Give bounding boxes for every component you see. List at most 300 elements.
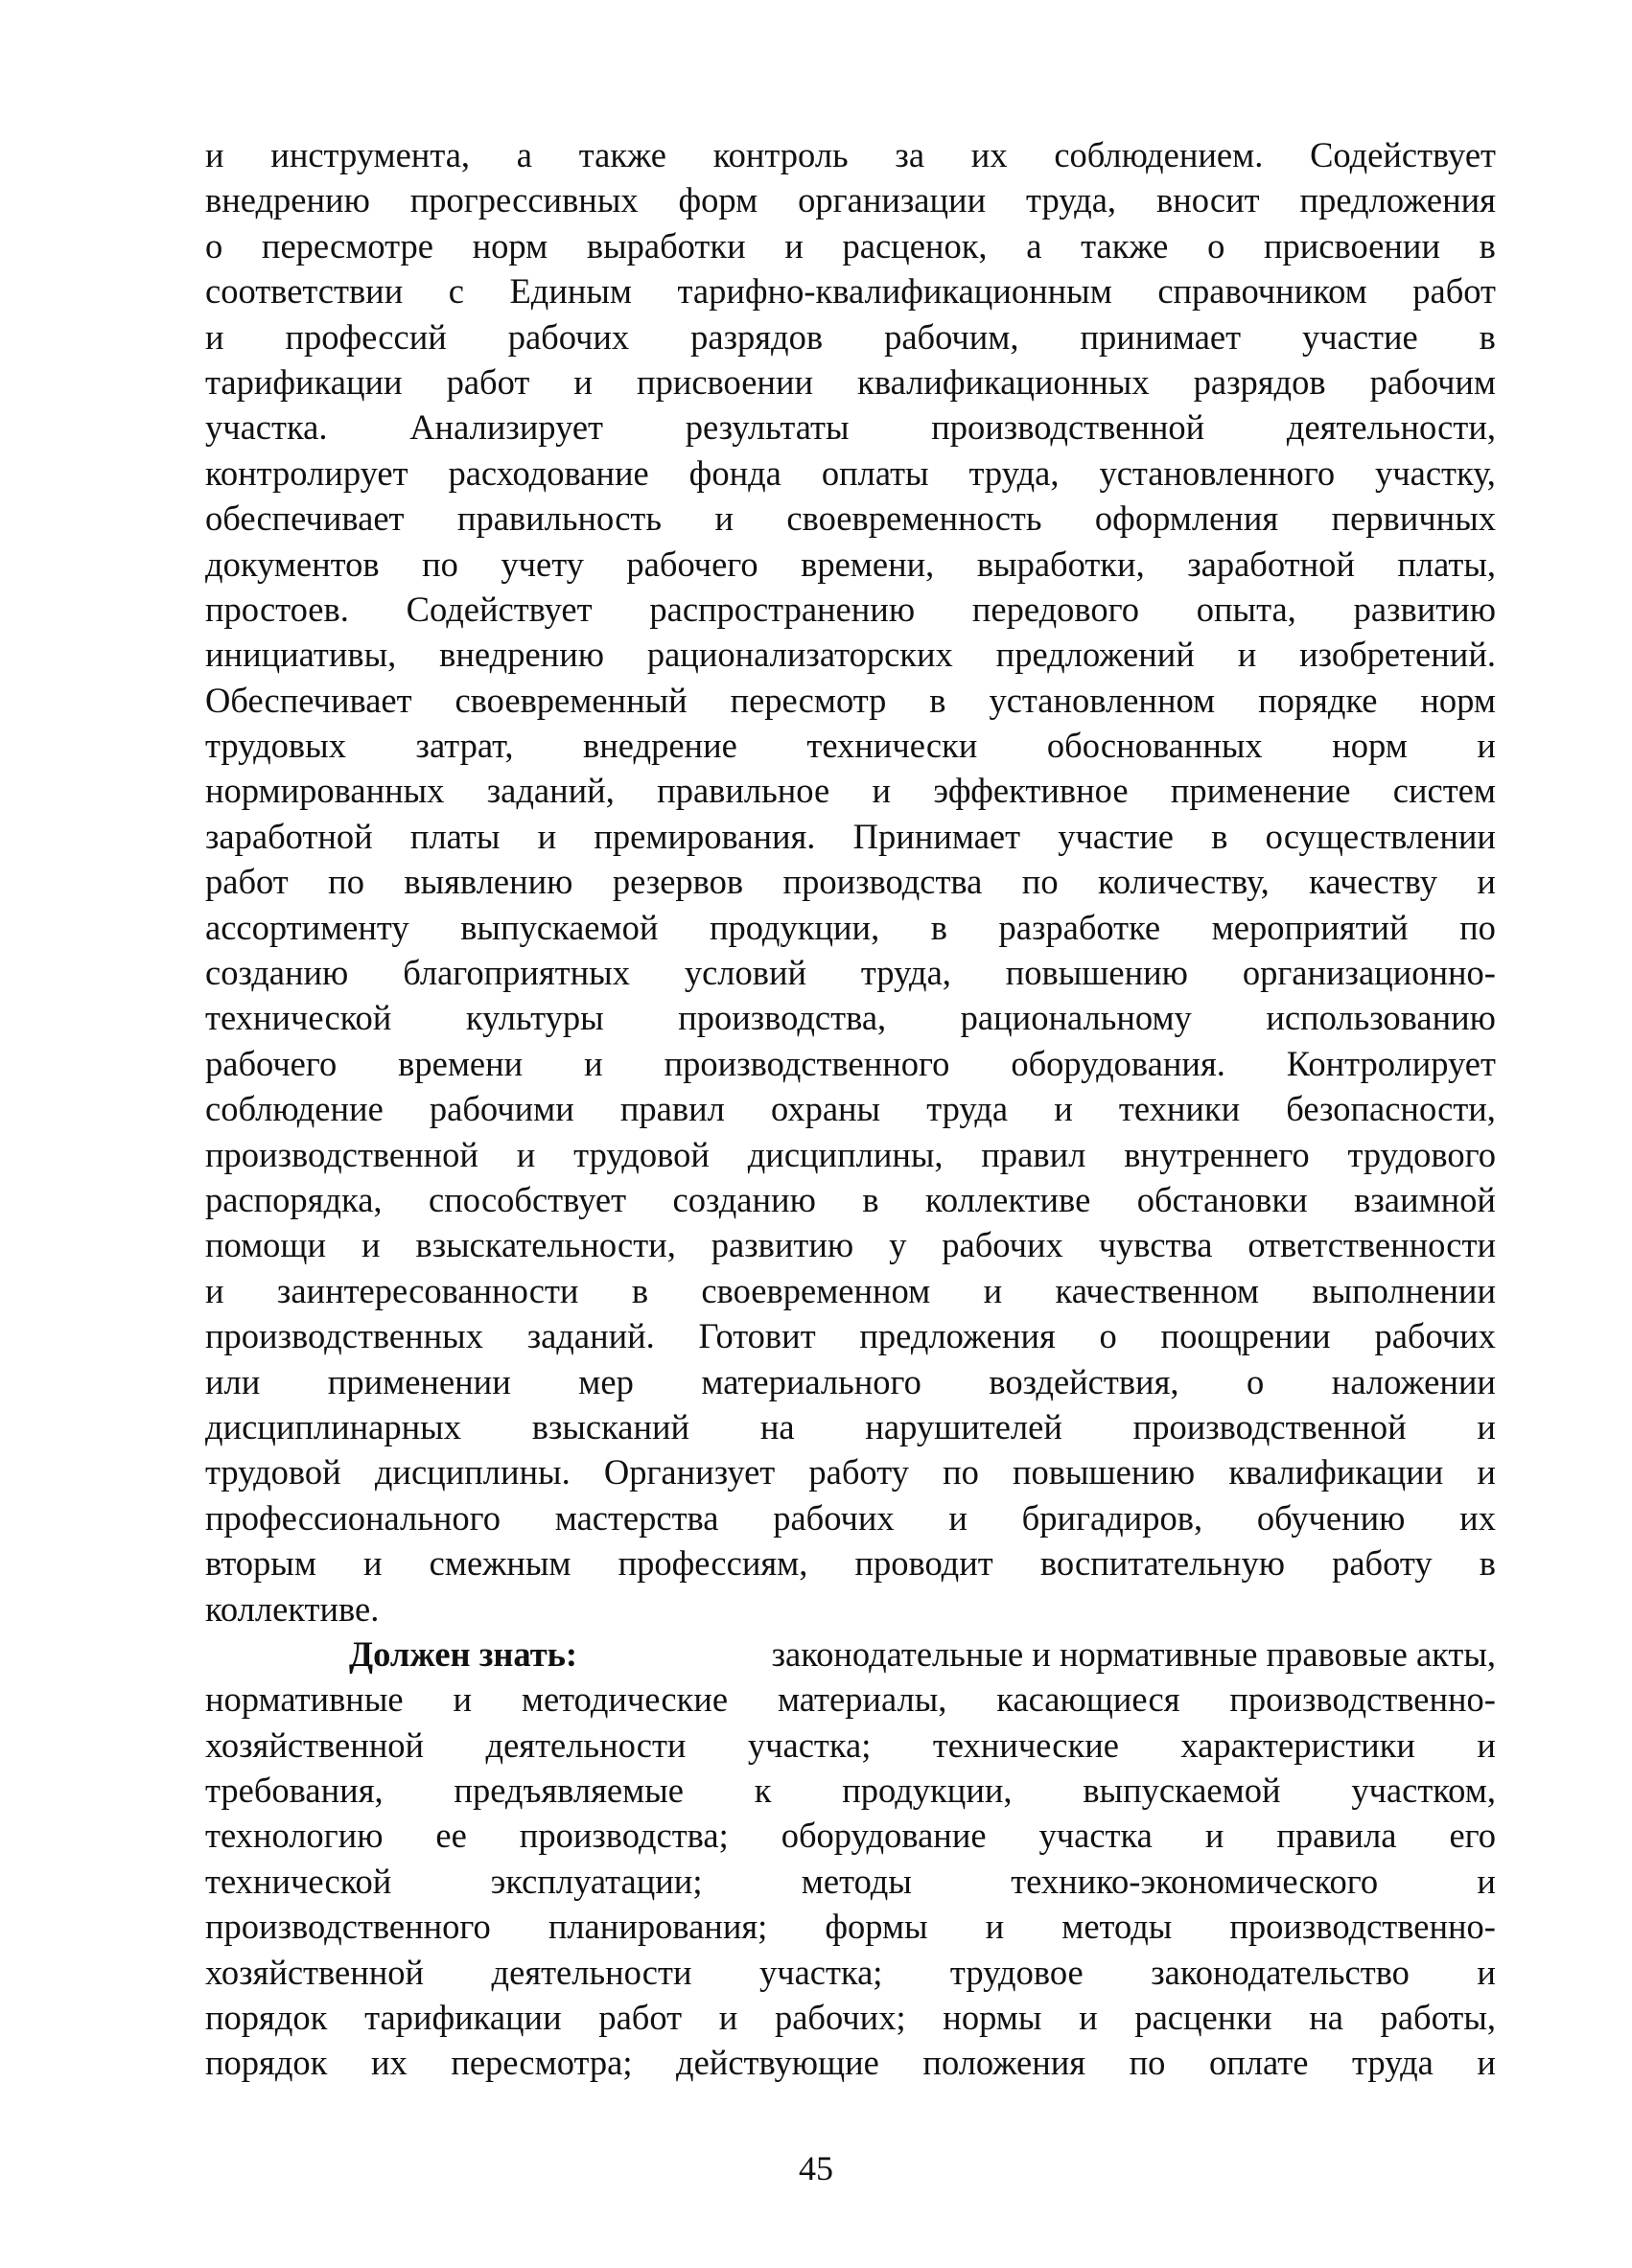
word: деятельности — [491, 1952, 692, 1992]
word: техники — [1118, 1089, 1241, 1129]
text-line — [205, 359, 1496, 405]
text-line — [205, 177, 1496, 222]
word: Содействует — [1310, 135, 1496, 174]
word: ассортименту — [205, 907, 409, 947]
text-line — [205, 1632, 1496, 1677]
word: платы, — [1397, 544, 1496, 584]
word: рабочего — [205, 1043, 338, 1083]
word: выпускаемой — [460, 907, 659, 947]
word: разрядов — [690, 316, 824, 357]
word: и — [1477, 2043, 1496, 2083]
word: правильность — [456, 498, 663, 539]
word: количеству, — [1098, 862, 1270, 902]
word: по — [422, 544, 458, 584]
word: воспитательную — [1039, 1543, 1285, 1584]
word: смежным — [429, 1543, 571, 1584]
text-line — [205, 1813, 1496, 1858]
word: разрядов — [1193, 361, 1326, 402]
word: присвоении — [1263, 225, 1440, 266]
word: работу — [1332, 1543, 1433, 1584]
word: и — [361, 1225, 381, 1265]
must-know-first-line: законодательные и нормативные правовые акты, — [771, 1633, 1496, 1674]
word: и — [1477, 1452, 1496, 1493]
word: и — [363, 1543, 383, 1584]
word: воздействия, — [989, 1361, 1179, 1401]
word: производственной — [1132, 1406, 1407, 1446]
word: производственного — [205, 1907, 491, 1947]
text-line — [205, 223, 1496, 268]
word: труда, — [1026, 180, 1117, 220]
text-line — [205, 1586, 1496, 1632]
word: рабочего — [626, 544, 758, 584]
word: нарушителей — [865, 1406, 1062, 1446]
word: применение — [1170, 771, 1351, 811]
text-line — [205, 542, 1496, 587]
word: мероприятий — [1211, 907, 1409, 947]
word: и — [1054, 1089, 1073, 1129]
word: взыскательности, — [415, 1225, 676, 1265]
word: выработки — [586, 225, 746, 266]
word: предложения — [859, 1316, 1056, 1356]
text-line — [205, 132, 1496, 177]
word: заработной — [205, 816, 373, 856]
word: рабочих; — [774, 1998, 906, 2038]
word: планирования; — [548, 1907, 768, 1947]
word: распространению — [649, 589, 916, 629]
word: Готовит — [698, 1316, 816, 1356]
word: предложения — [1299, 180, 1496, 220]
word: обучению — [1256, 1497, 1406, 1538]
word: заинтересованности — [276, 1270, 579, 1310]
word: безопасности, — [1286, 1089, 1496, 1129]
word: мер — [578, 1361, 634, 1401]
word: норм — [1420, 680, 1496, 720]
word: квалификации — [1228, 1452, 1444, 1493]
word: ответственности — [1247, 1225, 1496, 1265]
text-line — [205, 1449, 1496, 1494]
word: присвоении — [637, 361, 814, 402]
word: трудовой — [205, 1452, 341, 1493]
word: развитию — [1353, 589, 1496, 629]
word: работ — [598, 1998, 683, 2038]
word: вносит — [1155, 180, 1260, 220]
word: применении — [327, 1361, 511, 1401]
word: в — [929, 680, 946, 720]
word: участку, — [1375, 452, 1496, 493]
word: по — [943, 1452, 979, 1493]
word: и — [1079, 1998, 1098, 2038]
word: эксплуатации; — [490, 1861, 703, 1901]
word: систем — [1392, 771, 1496, 811]
word: деятельности — [485, 1724, 687, 1765]
word: работы, — [1380, 1998, 1496, 2038]
word: внедрению — [205, 180, 370, 220]
word: и — [453, 1679, 472, 1720]
word: и — [872, 771, 892, 811]
word: квалификационных — [857, 361, 1150, 402]
word: и — [1477, 1952, 1496, 1992]
word: работ — [446, 361, 530, 402]
word: качественном — [1055, 1270, 1259, 1310]
word: оплаты — [821, 452, 929, 493]
word: времени, — [801, 544, 935, 584]
text-line — [205, 1404, 1496, 1449]
word: своевременный — [455, 680, 688, 720]
word: тарификации — [205, 361, 403, 402]
word: порядок — [205, 1998, 328, 2038]
word: в — [631, 1270, 649, 1310]
word: в — [862, 1179, 879, 1219]
word: материалы, — [777, 1679, 947, 1720]
word: осуществлении — [1265, 816, 1496, 856]
word: производственной — [931, 407, 1205, 448]
word: пересмотре — [261, 225, 433, 266]
word: предъявляемые — [454, 1770, 684, 1811]
word: хозяйственной — [205, 1952, 425, 1992]
word: резервов — [612, 862, 744, 902]
word: рабочим, — [884, 316, 1019, 357]
word: распорядка, — [205, 1179, 383, 1219]
word: дисциплины. — [374, 1452, 571, 1493]
word: на — [759, 1406, 795, 1446]
word: рабочих — [773, 1497, 895, 1538]
word: рабочими — [429, 1089, 574, 1129]
word: повышению — [1013, 1452, 1196, 1493]
word: труда, — [968, 452, 1060, 493]
word: работ — [1412, 271, 1496, 312]
text-line — [205, 1086, 1496, 1131]
word: производственно- — [1229, 1679, 1496, 1720]
text-body — [205, 132, 1496, 2086]
word: нормы — [943, 1998, 1042, 2038]
word: пересмотр — [730, 680, 887, 720]
word: трудовое — [949, 1952, 1084, 1992]
word: Принимает — [852, 816, 1021, 856]
word: обстановки — [1136, 1179, 1308, 1219]
word: по — [328, 862, 364, 902]
word: соблюдение — [205, 1089, 384, 1129]
word: о — [1207, 225, 1225, 266]
word: о — [1099, 1316, 1117, 1356]
word: расходование — [448, 452, 649, 493]
word: соблюдением. — [1054, 135, 1264, 174]
word: оплате — [1208, 2043, 1309, 2083]
word: рабочих — [507, 316, 630, 357]
word: профессий — [285, 316, 447, 357]
word: оформления — [1094, 498, 1279, 539]
word: поощрении — [1160, 1316, 1331, 1356]
word: требования, — [205, 1770, 384, 1811]
word: дисциплины, — [747, 1134, 944, 1174]
word: инструмента, — [270, 135, 471, 174]
word: чувства — [1098, 1225, 1213, 1265]
word: и — [205, 135, 224, 174]
word: бригадиров, — [1021, 1497, 1203, 1538]
word: и — [1477, 862, 1496, 902]
word: правил — [981, 1134, 1086, 1174]
word: и — [205, 316, 224, 357]
word: коллективе — [925, 1179, 1091, 1219]
word: действующие — [676, 2043, 879, 2083]
must-know-lines — [205, 1677, 1496, 2086]
word: производственного — [664, 1043, 950, 1083]
word: участие — [1302, 316, 1418, 357]
word: условий — [684, 953, 807, 993]
text-line — [205, 1132, 1496, 1177]
word: или — [205, 1361, 261, 1401]
word: касающиеся — [996, 1679, 1180, 1720]
word: труда — [926, 1089, 1009, 1129]
word: взаимной — [1354, 1179, 1496, 1219]
word: инициативы, — [205, 635, 397, 675]
word: выработки, — [976, 544, 1145, 584]
word: за — [895, 135, 925, 174]
word: расценок, — [842, 225, 988, 266]
text-line — [205, 950, 1496, 995]
word: о — [1247, 1361, 1265, 1401]
word: Анализирует — [409, 407, 603, 448]
word: разработке — [998, 907, 1161, 947]
text-line — [205, 405, 1496, 450]
text-line — [205, 1768, 1496, 1813]
text-line — [205, 1268, 1496, 1313]
word: участка — [1038, 1816, 1153, 1856]
word: продукции, — [709, 907, 880, 947]
word: технико-экономического — [1011, 1861, 1379, 1901]
word: ее — [435, 1816, 467, 1856]
text-line — [205, 587, 1496, 632]
word: а — [516, 135, 532, 174]
word: обеспечивает — [205, 498, 405, 539]
word: рациональному — [960, 998, 1192, 1038]
text-line — [205, 995, 1496, 1040]
word: в — [1479, 316, 1496, 357]
word: взысканий — [531, 1406, 690, 1446]
word: тарифно-квалификационным — [677, 271, 1112, 312]
word: и — [983, 1270, 1003, 1310]
word: также — [1081, 225, 1169, 266]
word: оборудования. — [1011, 1043, 1225, 1083]
word: и — [573, 361, 593, 402]
word: в — [1479, 1543, 1496, 1584]
word: и — [784, 225, 804, 266]
word: продукции, — [842, 1770, 1013, 1811]
word: проводит — [854, 1543, 993, 1584]
text-line — [205, 1723, 1496, 1768]
word: технической — [205, 1861, 392, 1901]
word: материального — [701, 1361, 921, 1401]
word: заработной — [1187, 544, 1355, 584]
word: производственно- — [1229, 1907, 1496, 1947]
word: платы — [409, 816, 501, 856]
word: наложении — [1331, 1361, 1496, 1401]
word: и — [537, 816, 557, 856]
word: и — [205, 1270, 224, 1310]
word: созданию — [672, 1179, 816, 1219]
word: тарификации — [364, 1998, 562, 2038]
word: и — [1477, 1406, 1496, 1446]
word: технически — [806, 726, 978, 766]
text-line — [205, 314, 1496, 359]
word: нормированных — [205, 771, 445, 811]
word: контроль — [712, 135, 849, 174]
word: правила — [1276, 1816, 1397, 1856]
word: в — [930, 907, 947, 947]
word: предложений — [995, 635, 1195, 675]
word: деятельности, — [1286, 407, 1496, 448]
word: мастерства — [554, 1497, 719, 1538]
word: трудовой — [573, 1134, 710, 1174]
word: по — [1021, 862, 1059, 902]
word: пересмотра; — [451, 2043, 633, 2083]
word: технические — [932, 1724, 1119, 1765]
text-line — [205, 632, 1496, 677]
word: профессиям, — [618, 1543, 808, 1584]
word: учету — [501, 544, 584, 584]
word: организационно- — [1242, 953, 1496, 993]
word: труда — [1351, 2043, 1434, 2083]
word: Организует — [603, 1452, 776, 1493]
word: участка; — [758, 1952, 883, 1992]
word: справочником — [1157, 271, 1367, 312]
text-line — [205, 1540, 1496, 1585]
word: повышению — [1005, 953, 1188, 993]
word: фонда — [688, 452, 781, 493]
word: прогрессивных — [409, 180, 639, 220]
word: профессионального — [205, 1497, 501, 1538]
text-line — [205, 1041, 1496, 1086]
word: в — [1211, 816, 1228, 856]
word: их — [1459, 1497, 1496, 1538]
word: культуры — [465, 998, 604, 1038]
word: по — [1459, 907, 1496, 947]
word: участком, — [1351, 1770, 1496, 1811]
word: форм — [678, 180, 758, 220]
word: заданий. — [526, 1316, 655, 1356]
word: развитию — [711, 1225, 854, 1265]
word: и — [1204, 1816, 1224, 1856]
word: трудовых — [205, 726, 346, 766]
paragraph-must-know — [205, 1632, 1496, 2086]
text-line — [205, 1222, 1496, 1267]
word: дисциплинарных — [205, 1406, 461, 1446]
word: методы — [801, 1861, 912, 1901]
word: изобретений. — [1299, 635, 1496, 675]
word: Контролирует — [1286, 1043, 1496, 1083]
word: и — [1477, 726, 1496, 766]
word: правил — [619, 1089, 725, 1129]
text-line — [205, 1995, 1496, 2040]
text-line — [205, 2040, 1496, 2085]
word: внедрение — [583, 726, 737, 766]
word: производства, — [678, 998, 887, 1038]
text-line — [205, 1177, 1496, 1222]
word: и — [1477, 1724, 1496, 1765]
word: порядок — [205, 2043, 328, 2083]
word: своевременном — [701, 1270, 931, 1310]
word: трудового — [1347, 1134, 1496, 1174]
word: по — [1129, 2043, 1166, 2083]
paragraph-duties — [205, 132, 1496, 1632]
word: хозяйственной — [205, 1724, 425, 1765]
word: производства — [782, 862, 983, 902]
word: своевременность — [786, 498, 1042, 539]
text-line — [205, 768, 1496, 813]
word: положения — [922, 2043, 1086, 2083]
word: соответствии — [205, 271, 404, 312]
word: в — [1479, 225, 1496, 266]
word: эффективное — [933, 771, 1129, 811]
text-line — [205, 1677, 1496, 1722]
word: методические — [521, 1679, 729, 1720]
text-line — [205, 905, 1496, 950]
word: технической — [205, 998, 392, 1038]
word: технологию — [205, 1816, 384, 1856]
word: оборудование — [781, 1816, 987, 1856]
word: и — [584, 1043, 603, 1083]
text-line — [205, 1359, 1496, 1404]
word: способствует — [429, 1179, 627, 1219]
word: и — [948, 1497, 968, 1538]
word: норм — [1332, 726, 1408, 766]
word: работ — [205, 862, 289, 902]
word: методы — [1061, 1907, 1173, 1947]
word: производственной — [205, 1134, 478, 1174]
text-line — [205, 496, 1496, 541]
word: первичных — [1331, 498, 1496, 539]
word: обоснованных — [1046, 726, 1263, 766]
word: о — [205, 225, 223, 266]
word: использованию — [1266, 998, 1496, 1038]
word: передового — [971, 589, 1139, 629]
word: законодательство — [1151, 1952, 1410, 1992]
word: премирования. — [594, 816, 816, 856]
word: его — [1449, 1816, 1496, 1856]
word: участка. — [205, 407, 328, 448]
word: Единым — [509, 271, 633, 312]
word: принимает — [1080, 316, 1242, 357]
word: выполнении — [1312, 1270, 1496, 1310]
text-line — [205, 678, 1496, 723]
text-line — [205, 859, 1496, 904]
word: их — [370, 2043, 408, 2083]
text-line — [205, 1904, 1496, 1949]
word: рационализаторских — [646, 635, 953, 675]
text-line — [205, 268, 1496, 313]
word: охраны — [770, 1089, 881, 1129]
word: качеству — [1309, 862, 1437, 902]
word: и — [516, 1134, 536, 1174]
word: и — [714, 498, 734, 539]
text-line — [205, 1495, 1496, 1540]
word: выпускаемой — [1083, 1770, 1281, 1811]
word: результаты — [685, 407, 850, 448]
must-know-term: Должен знать: — [349, 1633, 578, 1674]
word: их — [970, 135, 1008, 174]
word: участка; — [747, 1724, 872, 1765]
word: и — [718, 1998, 738, 2038]
word: Обеспечивает — [205, 680, 412, 720]
text-line — [205, 451, 1496, 496]
word: контролирует — [205, 452, 408, 493]
word: расценки — [1134, 1998, 1272, 2038]
word: времени — [398, 1043, 524, 1083]
word: благоприятных — [403, 953, 630, 993]
word: участие — [1058, 816, 1174, 856]
text-line — [205, 814, 1496, 859]
word: коллективе. — [205, 1588, 380, 1629]
word: рабочим — [1369, 361, 1496, 402]
